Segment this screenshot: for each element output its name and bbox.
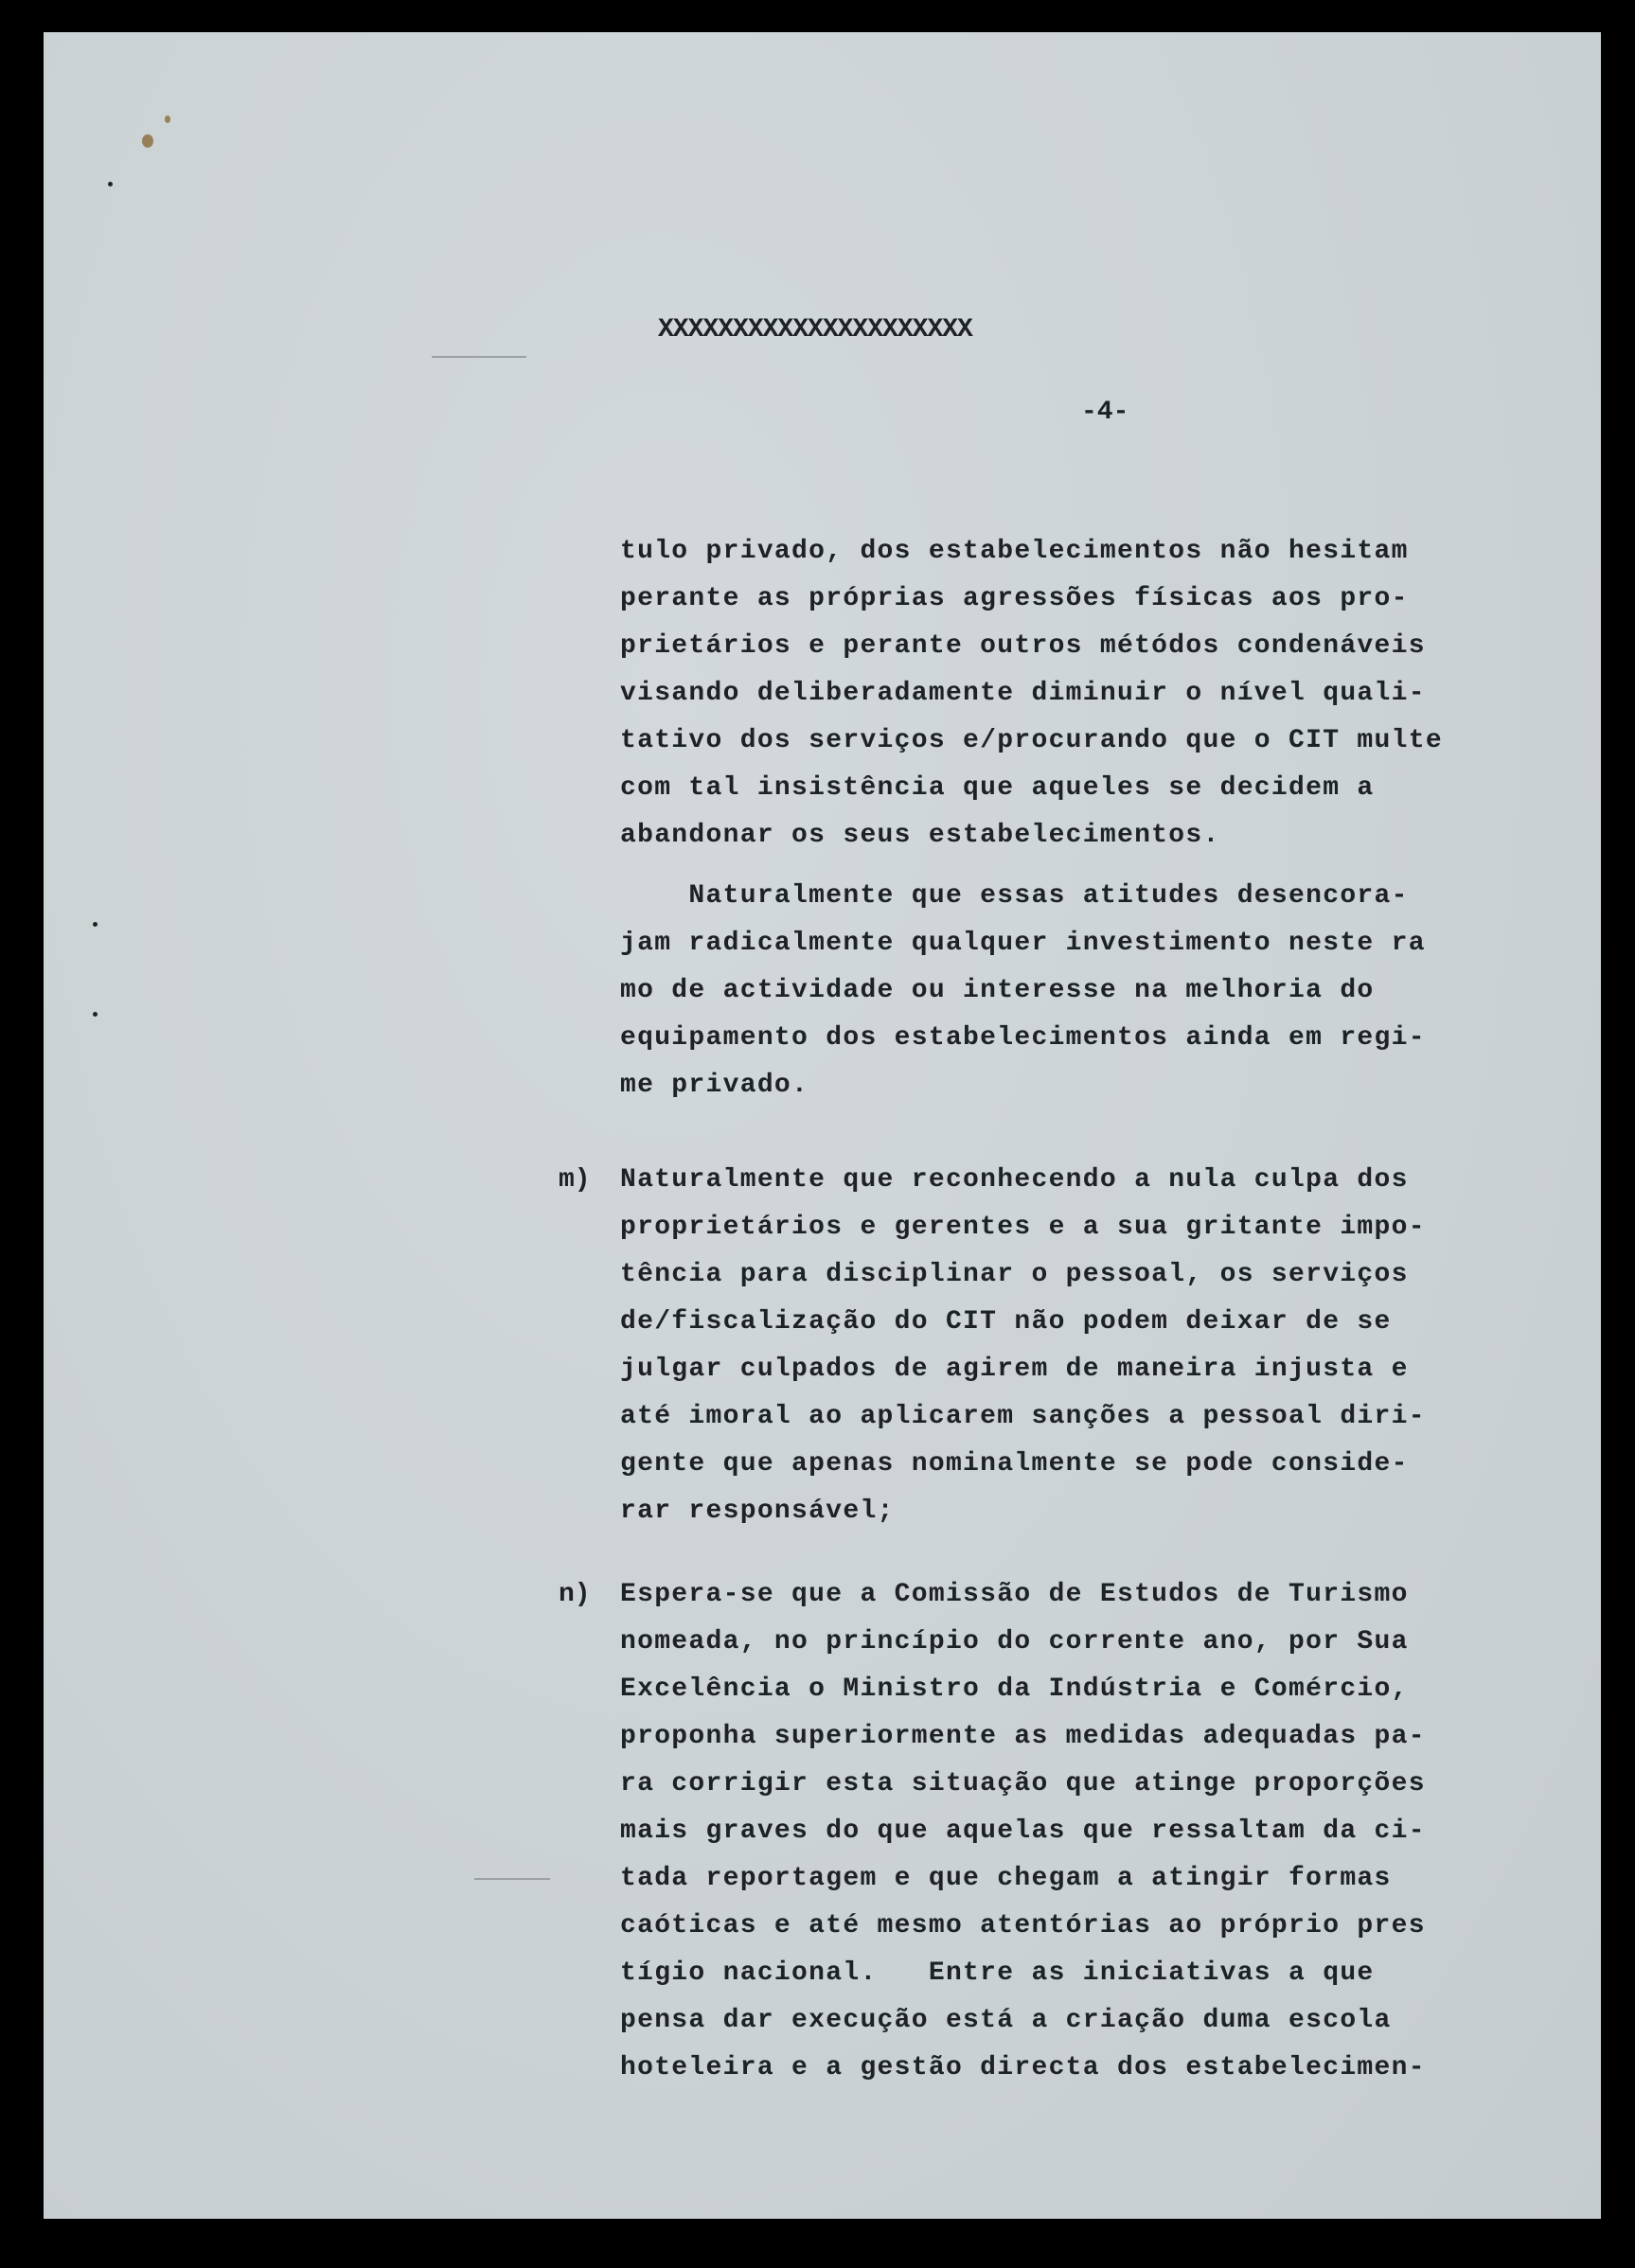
text-line: hoteleira e a gestão directa dos estabelecimen- bbox=[620, 2053, 1426, 2082]
text-line: rar responsável; bbox=[620, 1497, 895, 1526]
text-line: mo de actividade ou interesse na melhoria do bbox=[620, 976, 1375, 1005]
text-line: até imoral ao aplicarem sanções a pessoal diri- bbox=[620, 1402, 1426, 1431]
text-line: proponha superiormente as medidas adequadas pa- bbox=[620, 1722, 1426, 1751]
page-stain bbox=[165, 115, 170, 123]
fold-mark bbox=[432, 356, 526, 358]
paragraph-continuation bbox=[620, 528, 1529, 859]
fold-mark bbox=[474, 1878, 550, 1880]
text-line: tulo privado, dos estabelecimentos não hesitam bbox=[620, 537, 1409, 566]
punch-mark bbox=[93, 1012, 98, 1017]
punch-mark bbox=[108, 182, 113, 186]
paragraph-naturalmente bbox=[620, 873, 1529, 1109]
text-line: proprietários e gerentes e a sua gritante impo- bbox=[620, 1213, 1426, 1242]
text-line: tativo dos serviços e/procurando que o CIT multe bbox=[620, 726, 1443, 755]
text-line: caóticas e até mesmo atentórias ao próprio pres bbox=[620, 1911, 1426, 1940]
text-line: Naturalmente que essas atitudes desencora- bbox=[620, 881, 1409, 911]
text-line: prietários e perante outros métódos condenáveis bbox=[620, 631, 1426, 661]
punch-mark bbox=[93, 922, 98, 927]
text-line: equipamento dos estabelecimentos ainda em regi- bbox=[620, 1023, 1426, 1053]
text-line: tígio nacional. Entre as iniciativas a que bbox=[620, 1958, 1375, 1988]
item-label-n: n) bbox=[559, 1580, 591, 1609]
text-line: me privado. bbox=[620, 1071, 809, 1100]
text-line: gente que apenas nominalmente se pode conside- bbox=[620, 1449, 1409, 1479]
text-line: perante as próprias agressões físicas aos pro- bbox=[620, 584, 1409, 613]
struck-out-heading: XXXXXXXXXXXXXXXXXXXXX bbox=[658, 315, 972, 345]
text-line: com tal insistência que aqueles se decidem a bbox=[620, 773, 1375, 803]
text-line: julgar culpados de agirem de maneira injusta e bbox=[620, 1355, 1409, 1384]
text-line: abandonar os seus estabelecimentos. bbox=[620, 821, 1220, 850]
text-line: Espera-se que a Comissão de Estudos de Turismo bbox=[620, 1580, 1409, 1609]
text-line: Excelência o Ministro da Indústria e Comércio, bbox=[620, 1674, 1409, 1704]
paragraph-item-n bbox=[620, 1571, 1529, 2092]
paragraph-item-m bbox=[620, 1157, 1529, 1535]
page-stain bbox=[142, 134, 153, 148]
text-line: nomeada, no princípio do corrente ano, por Sua bbox=[620, 1627, 1409, 1657]
text-line: visando deliberadamente diminuir o nível quali- bbox=[620, 679, 1426, 708]
text-line: Naturalmente que reconhecendo a nula culpa dos bbox=[620, 1165, 1409, 1195]
item-label-m: m) bbox=[559, 1165, 591, 1195]
text-line: tada reportagem e que chegam a atingir formas bbox=[620, 1864, 1392, 1893]
text-line: pensa dar execução está a criação duma escola bbox=[620, 2006, 1392, 2035]
text-line: de/fiscalização do CIT não podem deixar de se bbox=[620, 1307, 1392, 1337]
text-line: tência para disciplinar o pessoal, os serviços bbox=[620, 1260, 1409, 1289]
page-number: -4- bbox=[1081, 398, 1129, 427]
text-line: ra corrigir esta situação que atinge proporções bbox=[620, 1769, 1426, 1798]
text-line: jam radicalmente qualquer investimento neste ra bbox=[620, 929, 1426, 958]
text-line: mais graves do que aquelas que ressaltam da ci- bbox=[620, 1816, 1426, 1846]
